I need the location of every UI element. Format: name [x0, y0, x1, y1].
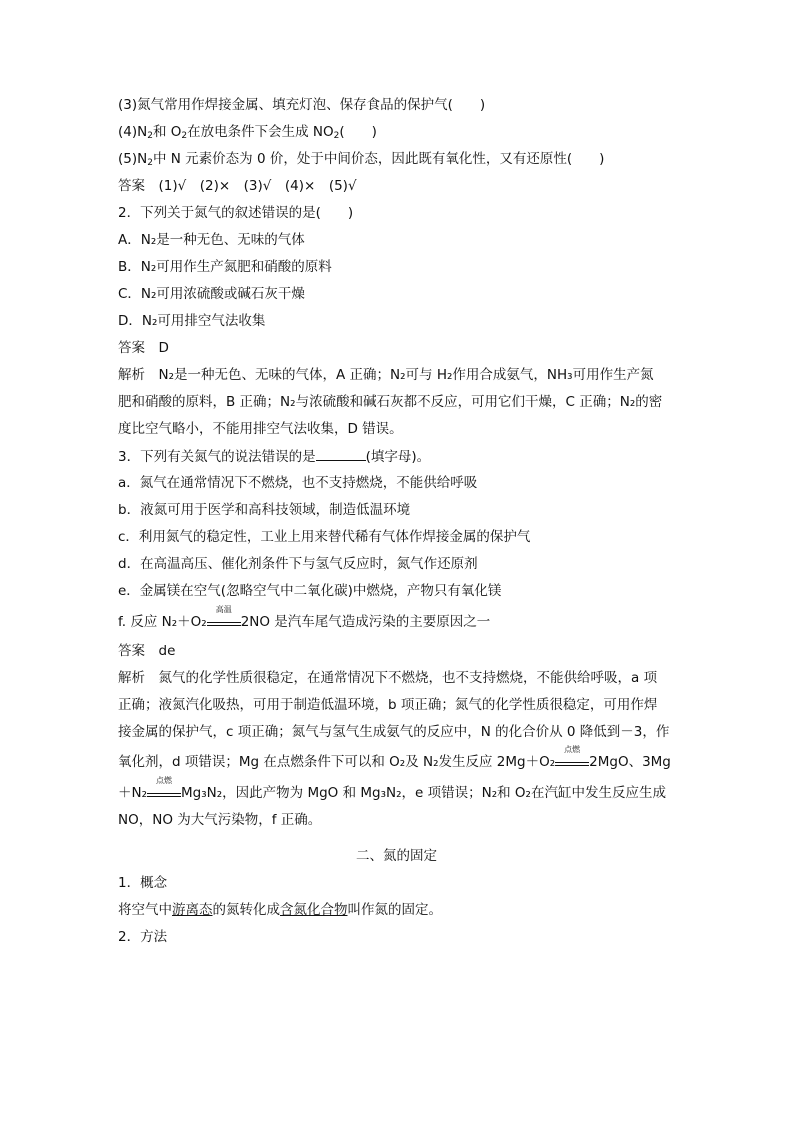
question-2-stem: 2．下列关于氮气的叙述错误的是( ): [118, 205, 354, 221]
reaction-arrow: 高温: [207, 615, 241, 626]
concept-definition: 将空气中游离态的氮转化成含氮化合物叫作氮的固定。: [118, 902, 442, 918]
question-2-option-c: C．N₂可用浓硫酸或碱石灰干燥: [118, 286, 305, 302]
question-2-option-d: D．N₂可用排空气法收集: [118, 313, 266, 329]
question-3-option-b: b．液氮可用于医学和高科技领域，制造低温环境: [118, 502, 411, 518]
question-3-option-a: a．氮气在通常情况下不燃烧，也不支持燃烧，不能供给呼吸: [118, 475, 478, 491]
explanation-3-line-1: 解析 氮气的化学性质很稳定，在通常情况下不燃烧，也不支持燃烧，不能供给呼吸，a 项: [118, 670, 658, 686]
question-3-stem: 3．下列有关氮气的说法错误的是 (填字母)。: [118, 446, 430, 467]
question-1-item-4: $(4)N_2$和 $O_2$在放电条件下会生成 $NO_2$( ): [118, 124, 377, 141]
explanation-3-line-5: ＋N₂ 点燃 Mg₃N₂，因此产物为 MgO 和 Mg₃N₂，e 项错误；N₂和 O₂在汽缸中发生反应生成: [118, 776, 666, 801]
question-1-item-3: (3)氮气常用作焊接金属、填充灯泡、保存食品的保护气( ): [118, 97, 486, 113]
explanation-2-line-2: 肥和硝酸的原料，B 正确；N₂与浓硫酸和碱石灰都不反应，可用它们干燥，C 正确；N₂的密: [118, 394, 663, 410]
subsection-concept: 1．概念: [118, 875, 168, 891]
answer-blank: [316, 446, 366, 461]
question-2-option-a: A．N₂是一种无色、无味的气体: [118, 232, 305, 248]
reaction-arrow: 点燃: [555, 755, 589, 766]
explanation-2-line-1: 解析 N₂是一种无色、无味的气体，A 正确；N₂可与 H₂作用合成氨气，NH₃可用作生产氮: [118, 367, 654, 383]
question-3-option-e: e．金属镁在空气(忽略空气中二氧化碳)中燃烧，产物只有氧化镁: [118, 583, 502, 599]
question-3-option-f: f. 反应 N₂＋O₂ 高温 2NO 是汽车尾气造成污染的主要原因之一: [118, 605, 491, 630]
subsection-method: 2．方法: [118, 929, 168, 945]
question-3-option-c: c．利用氮气的稳定性，工业上用来替代稀有气体作焊接金属的保护气: [118, 529, 531, 545]
answer-2: 答案 D: [118, 340, 169, 356]
question-3-option-d: d．在高温高压、催化剂条件下与氢气反应时，氮气作还原剂: [118, 556, 478, 572]
explanation-3-line-2: 正确；液氮汽化吸热，可用于制造低温环境，b 项正确；氮气的化学性质很稳定，可用作焊: [118, 697, 658, 713]
question-2-option-b: B．N₂可用作生产氮肥和硝酸的原料: [118, 259, 332, 275]
section-heading: 二、氮的固定: [356, 848, 437, 864]
question-1-item-5: $(5)N_2$中 N 元素价态为 0 价，处于中间价态，因此既有氧化性，又有还原性( ): [118, 151, 605, 168]
explanation-3-line-6: NO，NO 为大气污染物，f 正确。: [118, 812, 322, 828]
reaction-arrow: 点燃: [147, 786, 181, 797]
answer-1: 答案 (1)√ (2)× (3)√ (4)× (5)√: [118, 178, 357, 194]
answer-3: 答案 de: [118, 643, 176, 659]
explanation-2-line-3: 度比空气略小，不能用排空气法收集，D 错误。: [118, 421, 403, 437]
explanation-3-line-4: 氧化剂，d 项错误；Mg 在点燃条件下可以和 O₂及 N₂发生反应 2Mg＋O₂ 点燃 2MgO、3Mg: [118, 745, 671, 770]
explanation-3-line-3: 接金属的保护气，c 项正确；氮气与氢气生成氨气的反应中，N 的化合价从 0 降低到－3，作: [118, 724, 670, 740]
